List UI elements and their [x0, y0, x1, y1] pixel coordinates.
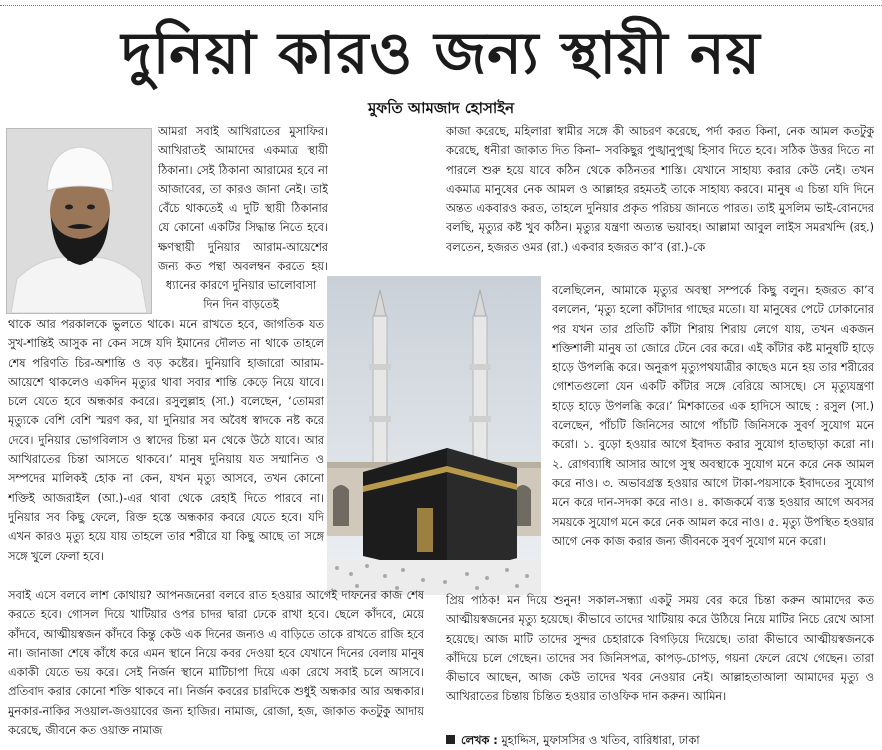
paragraph-text: সবাই এসে বলবে লাশ কোথায়? আপনজনেরা বলবে রাত হওয়ার আগেই দাফনের কাজ শেষ করতে হবে। গোসল দিয়ে খাটিয়ার ওপর চাদর দ্বারা ঢেকে রাখা হবে। ছেলে কাঁদবে, মেয়ে কাঁদবে, আত্মীয়স্বজন কাঁদবে কিন্তু কেউ এক দিনের জন্যও এ বাড়িতে তাকে রাখতে রাজি হবে না। জানাজা শেষে কাঁধে করে এমন স্থানে নিয়ে কবর দেওয়া হবে যেখানে দিনের বেলায় মানুষ একাকী যেতে ভয় করে। সেই নির্জন স্থানে মাটিচাপা দিয়ে একা রেখে সবাই চলে আসবে। প্রতিবাদ করার কোনো শক্তি থাকবে না। নির্জন কবরের চারদিকে শুধুই অন্ধকার আর অন্ধকার। মুনকার-নাকির সওয়াল-জওয়াবের জন্য হাজির। নামাজ, রোজা, হজ, জাকাত কতটুকু আদায় করেছে, জীবনে কত ওয়াক্ত নামাজ — [8, 589, 424, 738]
paragraph-text: থাকে আর পরকালকে ভুলতে থাকে। মনে রাখতে হবে, জাগতিক যত সুখ-শান্তিই আসুক না কেন সঙ্গে যদি ইমানের দৌলত না থাকে তাহলে শেষ পরিণতি চির-অশান্তি ও বড় কষ্টের। দুনিয়াবি হাজারো আরাম-আয়েশে থাকলেও একদিন মৃত্যুর থাবা সবার শান্তি কেড়ে নিয়ে যাবে। চলে যেতে হবে অন্ধকার কবরে। রসুলুল্লাহ (সা.) বলেছেন, ‘তোমরা মৃত্যুকে বেশি বেশি স্মরণ কর, যা দুনিয়ার সব অবৈধ স্বাদকে নষ্ট করে দেবে। দুনিয়ার ভোগবিলাস ও স্বাদের চিন্তা মন থেকে উঠে যাবে। আর আখিরাতের চিন্তা আসতে থাকবে।’ মানুষ দুনিয়ায় যত সম্মানিত ও সম্পদের মালিকই হোক না কেন, যখন মৃত্যু আসবে, তখন কোনো শক্তিই আজরাইল (আ.)-এর থাবা থেকে রেহাই দিতে পারবে না। দুনিয়ার সব কিছু ফেলে, রিক্ত হস্তে অন্ধকার কবরে যেতে হবে। যদি এখন কারও মৃত্যু হয়ে যায় তাহলে তার শরীরে যা কিছু আছে তা সঙ্গে সঙ্গে খুলে ফেলা হবে। — [8, 318, 324, 563]
paragraph-text: আমরা সবাই আখিরাতের মুসাফির। আখিরাতই আমাদের একমাত্র স্থায়ী ঠিকানা। সেই ঠিকানা আরামের হবে না আজাবের, তা কারও জানা নেই। তাই বেঁচে থাকতেই এ দুটি স্থায়ী ঠিকানার যে কোনো একটির সিদ্ধান্ত নিতে হবে। ক্ষণস্থায়ী দুনিয়ার আরাম-আয়েশের জন্য কত পন্থা অবলম্বন করতে হয়। — [158, 125, 328, 274]
paragraph-hadith — [552, 281, 874, 591]
paragraph-text: বলেছিলেন, আমাকে মৃত্যুর অবস্থা সম্পর্কে কিছু বলুন। হজরত কা’ব বললেন, ‘মৃত্যু হলো কাঁটাদার গাছের মতো। যা মানুষের পেটে ঢোকানোর পর যখন তার প্রতিটি কাঁটা শিরায় শিরায় লেগে যায়, তখন একজন শক্তিশালী মানুষ তা জোরে টেনে বের করে। এই কাঁটার কষ্ট মানুষটি হাড়ে হাড়ে উপলব্ধি করে। অনুরূপ মৃত্যুপথযাত্রীর কাছেও মনে হয় তার শরীরের গোশতগুলো যেন একটি কাঁটার সঙ্গে বেরিয়ে আসছে। সে মৃত্যুযন্ত্রণা হাড়ে হাড়ে উপলব্ধি করে।’ মিশকাতের এক হাদিসে আছে : রসুল (সা.) বলেছেন, পাঁচটি জিনিসের আগে পাঁচটি জিনিসকে সুবর্ণ সুযোগ মনে করো। ১. বুড়ো হওয়ার আগে ইবাদত করার সুযোগ হাতছাড়া করো না। ২. রোগব্যাধি আসার আগে সুস্থ অবস্থাকে সুযোগ মনে করে নেক আমল করে নাও। ৩. অভাবগ্রস্ত হওয়ার আগে টাকা-পয়সাকে ইবাদতের সুযোগ মনে করে দান-সদকা করে নাও। ৪. কাজকর্মে ব্যস্ত হওয়ার আগে অবসর সময়কে সুযোগ মনে করে নেক আমল করে নাও। ৫. মৃত্যু উপস্থিত হওয়ার আগে নেক কাজ করার জন্য জীবনকে সুবর্ণ সুযোগ মনে করো। — [552, 284, 874, 548]
writer-byline — [446, 731, 874, 750]
paragraph-intro-continued — [158, 276, 324, 314]
paragraph-intro — [158, 122, 328, 276]
top-dotted-rule — [0, 5, 882, 6]
paragraph-reader-appeal — [446, 591, 874, 727]
paragraph-text: কাজা করেছে, মহিলারা স্বামীর সঙ্গে কী আচরণ করেছে, পর্দা করত কিনা, নেক আমল কতটুকু করেছে, ধনীরা জাকাত দিত কিনা– সবকিছুর পুঙ্খানুপুঙ্খ হিসাব দিতে হবে। সঠিক উত্তর দিতে না পারলে শুরু হয়ে যাবে কঠিন থেকে কঠিনতর শাস্তি। যেখানে সাহায্য করার কেউ নেই। তখন একমাত্র মানুষের নেক আমল ও আল্লাহর রহমতই তাকে সাহায্য করবে। মানুষ এ চিন্তা যদি দিনে অন্তত একবারও করত, তাহলে দুনিয়ার প্রকৃত পরিচয় জানতে পারত। তাই মুসলিম ভাই-বোনদের বলছি, মৃত্যুর কষ্ট খুব কঠিন। মৃত্যুর যন্ত্রণা অত্যন্ত ভয়াবহ। আল্লামা আবুল লাইস সমরখন্দি (রহ.) বলতেন, হজরত ওমর (রা.) একবার হজরত কা’ব (রা.)-কে — [446, 125, 874, 254]
paragraph-text: প্রিয় পাঠক! মন দিয়ে শুনুন! সকাল-সন্ধ্যা একটু সময় বের করে চিন্তা করুন আমাদের কত আত্মীয়স্বজনের মৃত্যু হয়েছে। কীভাবে তাদের খাটিয়ায় করে উঠিয়ে নিয়ে মাটির নিচে রেখে আসা হয়েছে। আজ মাটি তাদের সুন্দর চেহারাকে বিগড়িয়ে দিয়েছে। তারা কীভাবে আত্মীয়স্বজনকে কাঁদিয়ে চলে গেছেন। তাদের সব জিনিসপত্র, কাপড়-চোপড়, গয়না ফেলে রেখে গেছেন। তারা কীভাবে আছেন, আজ কেউ তাদের খবর নেওয়ার নেই। আল্লাহতাআলা আমাদের মৃত্যু ও আখিরাতের চিন্তায় চিন্তিত হওয়ার তাওফিক দান করুন। আমিন। — [446, 594, 874, 704]
paragraph-burial — [8, 586, 424, 748]
byline-text: মুহাদ্দিস, মুফাসসির ও খতিব, বারিধারা, ঢাকা — [501, 734, 700, 747]
square-bullet-icon — [446, 735, 455, 744]
article-title: দুনিয়া কারও জন্য স্থায়ী নয় — [121, 19, 761, 87]
paragraph-worldly-life — [8, 315, 324, 586]
byline-label: লেখক : — [461, 734, 498, 747]
paragraph-text: ধ্যানের কারণে দুনিয়ার ভালোবাসা দিন দিন বাড়তেই — [165, 279, 317, 311]
author-photo — [6, 128, 152, 314]
author-name: মুফতি আমজাদ হোসাইন — [367, 99, 515, 117]
paragraph-reckoning — [446, 122, 874, 277]
kaaba-photo — [327, 276, 541, 595]
